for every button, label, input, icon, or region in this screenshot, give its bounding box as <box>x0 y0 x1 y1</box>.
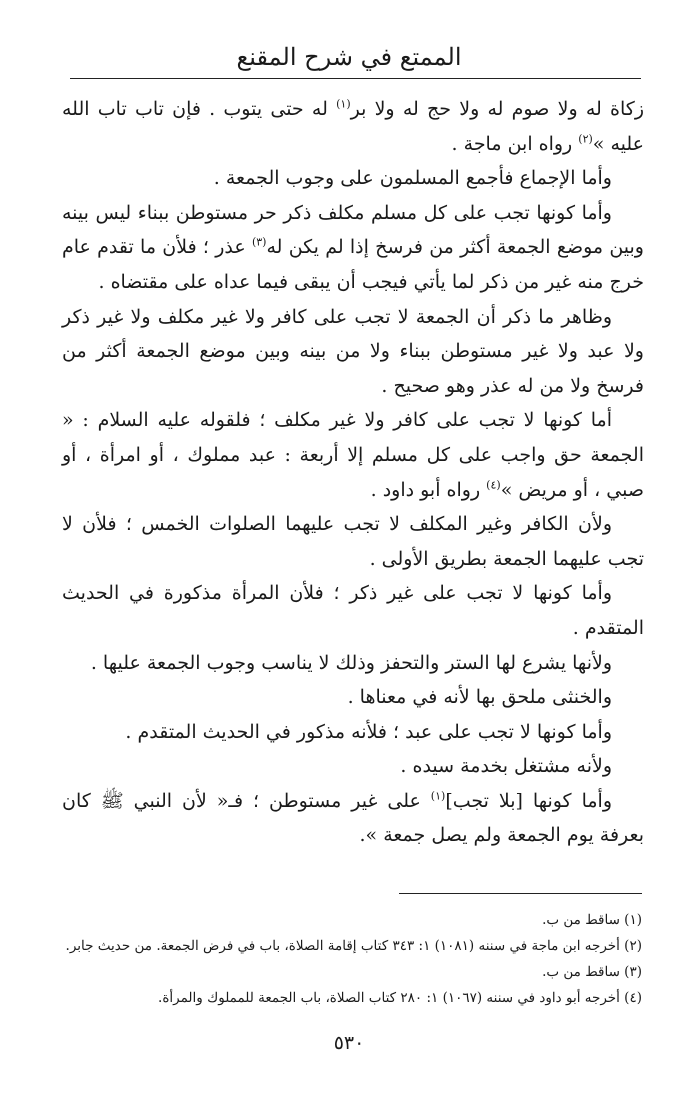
footnote-marker: (٢) <box>578 132 593 146</box>
text-run: ولأن الكافر وغير المكلف لا تجب عليهما الصلوات الخمس ؛ فلأن لا تجب عليهما الجمعة بطريق الأولى . <box>62 513 644 570</box>
text-run: زكاة له ولا صوم له ولا حج له ولا بر <box>350 98 644 120</box>
paragraph-1 <box>62 92 644 161</box>
paragraph-4 <box>62 300 644 404</box>
text-run: وأما كونها [بلا تجب] <box>445 789 612 812</box>
text-run: وأما كونها لا تجب على غير ذكر ؛ فلأن المرأة مذكورة في الحديث المتقدم . <box>62 582 644 639</box>
text-run: أما كونها لا تجب على كافر ولا غير مكلف ؛ فلقوله عليه السلام : « الجمعة حق واجب على كل مسلم إلا أربعة : عبد مملوك ، أو امرأة ، أو صبي ، أو مريض » <box>62 409 644 501</box>
paragraph-5 <box>62 403 644 507</box>
body-text <box>62 92 644 853</box>
text-run: وأما الإجماع فأجمع المسلمون على وجوب الجمعة . <box>213 167 612 190</box>
text-run: رواه ابن ماجة . <box>451 132 579 155</box>
text-run: له حتى يتوب . فإن تاب تاب الله عليه » <box>62 98 644 155</box>
paragraph-2 <box>62 161 644 196</box>
text-run: ولأنها يشرع لها الستر والتحفز وذلك لا يناسب وجوب الجمعة عليها . <box>90 651 612 674</box>
footnote-1: (١) ساقط من ب. <box>542 912 642 928</box>
text-run: رواه أبو داود . <box>370 478 487 501</box>
paragraph-6 <box>62 507 644 576</box>
header-rule <box>70 78 641 79</box>
paragraph-8 <box>62 646 644 681</box>
footnote-separator <box>399 893 642 894</box>
text-run: عذر ؛ فلأن ما تقدم عام خرج منه غير من ذكر لما يأتي فيجب أن يبقى فيما عداه على مقتضاه . <box>62 236 644 293</box>
page-number: ٥٣٠ <box>333 1032 365 1054</box>
footnote-marker: (١) <box>430 789 446 803</box>
text-run: على غير مستوطن ؛ فـ« لأن النبي ﷺ كان بعرفة يوم الجمعة ولم يصل جمعة ». <box>62 789 644 847</box>
footnote-3: (٣) ساقط من ب. <box>542 964 642 980</box>
footnote-marker: (٣) <box>251 236 267 250</box>
text-run: والخنثى ملحق بها لأنه في معناها . <box>347 686 612 709</box>
running-header-title: الممتع في شرح المقنع <box>236 43 462 71</box>
text-run: وظاهر ما ذكر أن الجمعة لا تجب على كافر ولا غير مكلف ولا غير ذكر ولا عبد ولا غير مستوطن ببناء ولا من بينه وبين موضع الجمعة أكثر من فرسخ ولا من له عذر وهو صحيح . <box>62 305 644 397</box>
text-run: وأما كونها تجب على كل مسلم مكلف ذكر حر مستوطن ببناء ليس بينه وبين موضع الجمعة أكثر من فرسخ إذا لم يكن له <box>62 201 644 259</box>
footnote-2: (٢) أخرجه ابن ماجة في سننه (١٠٨١) ١: ٣٤٣ كتاب إقامة الصلاة، باب في فرض الجمعة. من حديث جابر. <box>65 938 642 954</box>
paragraph-10 <box>62 715 644 750</box>
text-run: وأما كونها لا تجب على عبد ؛ فلأنه مذكور في الحديث المتقدم . <box>125 720 612 743</box>
paragraph-9 <box>62 680 644 715</box>
footnote-marker: (٤) <box>486 478 501 492</box>
paragraph-3 <box>62 196 644 300</box>
text-run: ولأنه مشتغل بخدمة سيده . <box>400 755 612 778</box>
footnote-4: (٤) أخرجه أبو داود في سننه (١٠٦٧) ١: ٢٨٠ كتاب الصلاة، باب الجمعة للمملوك والمرأة. <box>158 990 642 1006</box>
footnote-marker: (١) <box>336 97 351 111</box>
paragraph-12 <box>62 784 644 853</box>
footnotes <box>42 907 642 1011</box>
paragraph-7 <box>62 576 644 645</box>
paragraph-11 <box>62 749 644 784</box>
